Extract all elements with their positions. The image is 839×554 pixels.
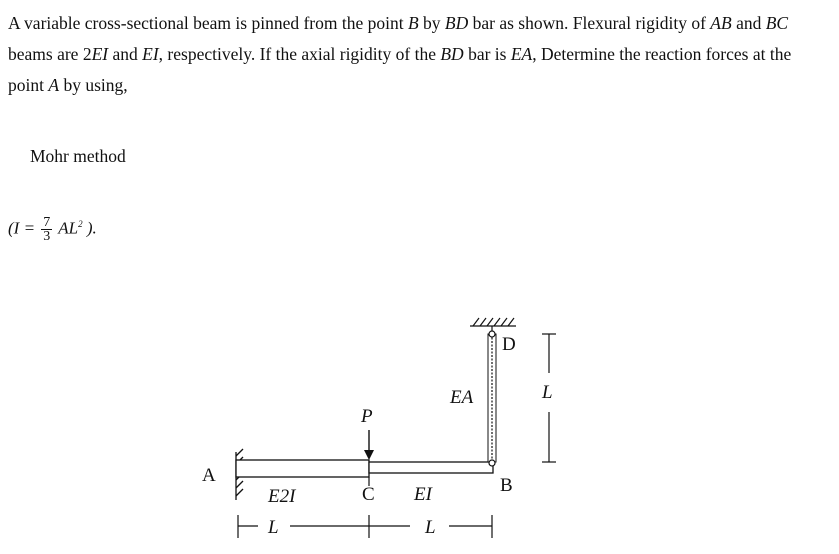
label-E2I: E2I	[268, 486, 296, 507]
formula-tail: AL	[58, 218, 79, 238]
label-L1: L	[268, 517, 279, 538]
formula-close: ).	[86, 218, 97, 238]
label-P: P	[361, 406, 373, 427]
load-arrow-P	[364, 430, 374, 460]
label-D: D	[502, 334, 516, 355]
label-B: B	[500, 475, 513, 496]
bar-BD	[488, 334, 496, 462]
label-EA: EA	[450, 387, 474, 408]
label-EI: EI	[414, 484, 432, 505]
pin-D	[489, 331, 495, 337]
label-A: A	[202, 465, 216, 486]
formula-open: (I =	[8, 218, 36, 238]
beam-BC	[369, 462, 493, 473]
label-C: C	[362, 484, 375, 505]
formula-numerator: 7	[43, 215, 51, 230]
question-text: A variable cross-sectional beam is pinned from the point B by BD bar as shown. Flexural rigidity of AB and BC beams are 2EI and EI, respectively. If the axial rigidity of the BD bar is EA, Determine the reaction forces at the point A by using,	[8, 13, 792, 95]
formula-denominator: 3	[43, 229, 51, 244]
label-L2: L	[425, 517, 436, 538]
formula-exponent: 2	[78, 218, 83, 229]
pin-B	[489, 460, 495, 466]
method-label: Mohr method	[30, 146, 126, 166]
beam-AB	[236, 460, 369, 477]
label-L-right: L	[542, 382, 553, 403]
